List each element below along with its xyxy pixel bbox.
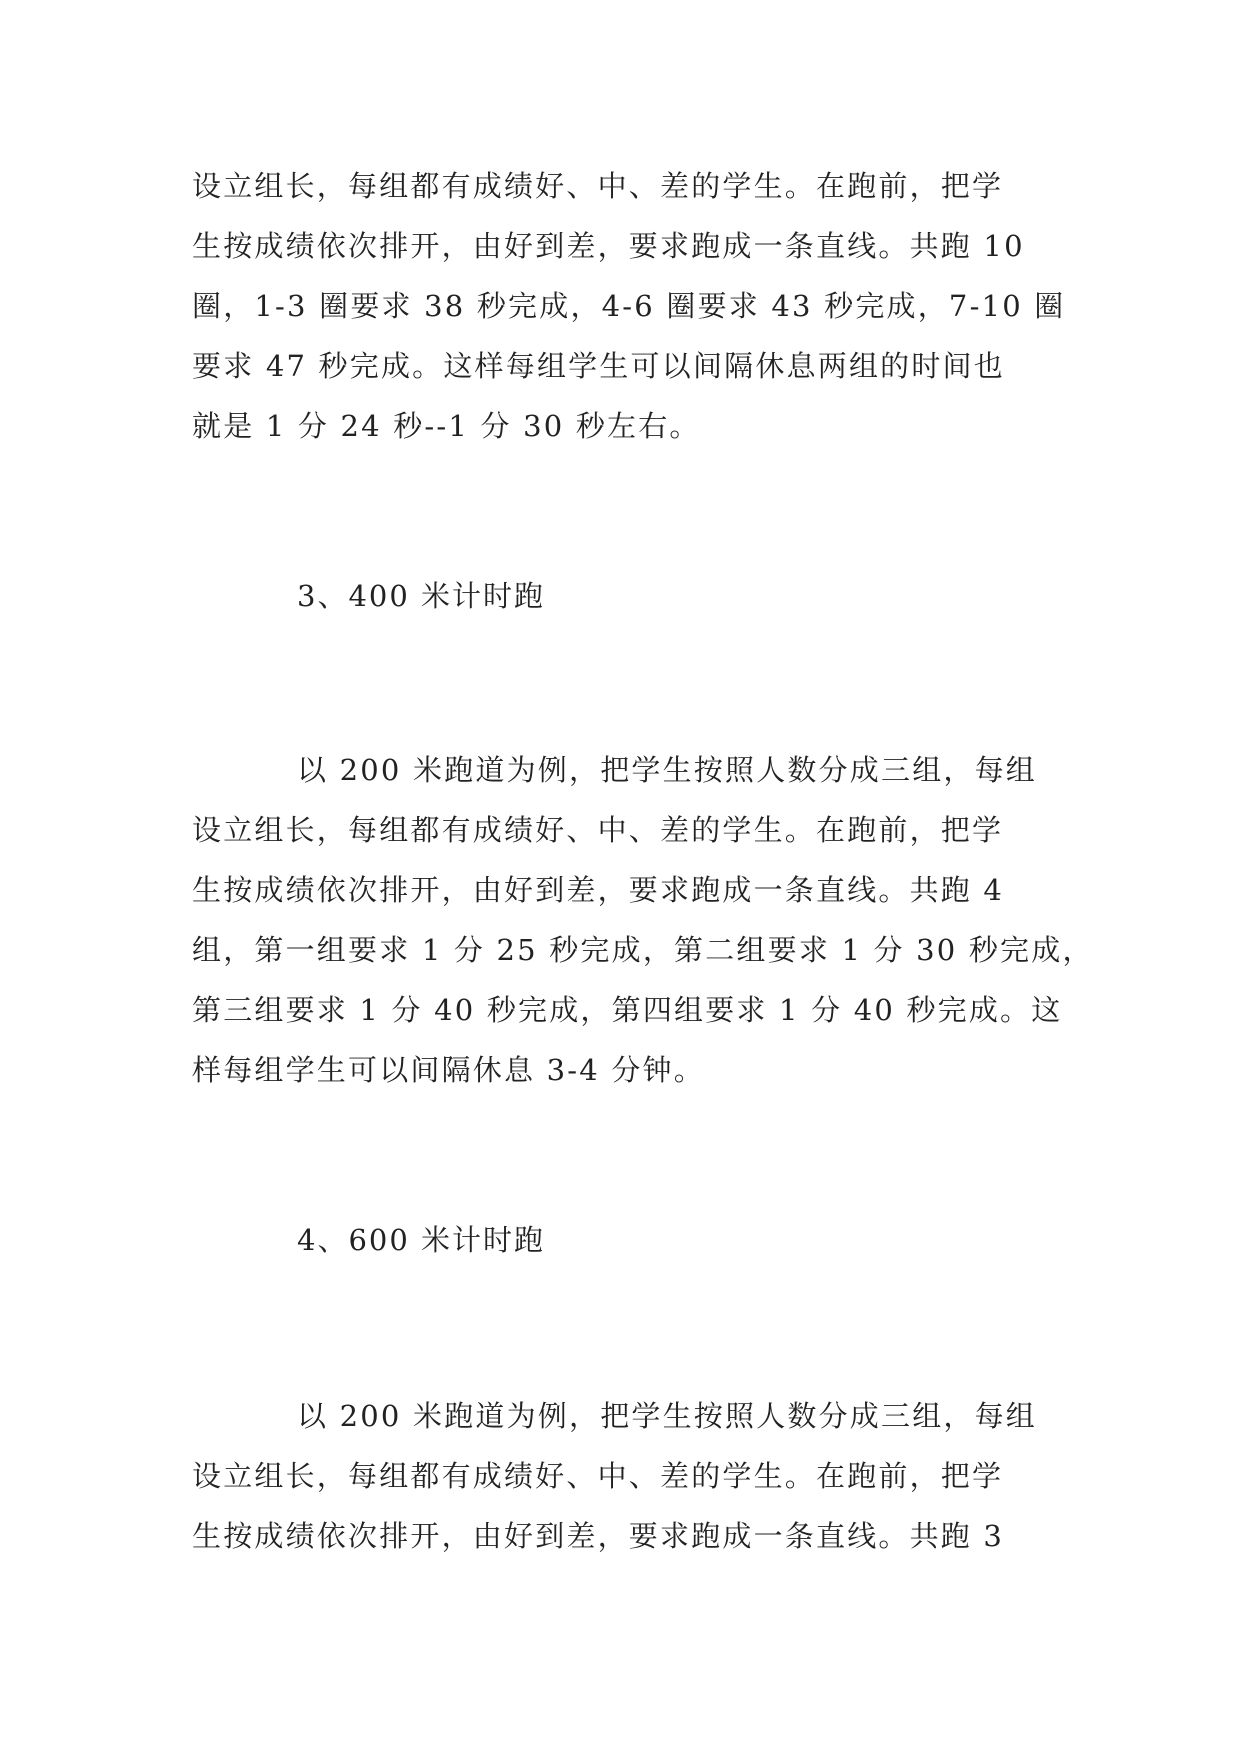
text-line: 就是 1 分 24 秒--1 分 30 秒左右。 bbox=[192, 409, 701, 443]
text-line: 要求 47 秒完成。这样每组学生可以间隔休息两组的时间也 bbox=[192, 349, 1005, 383]
text-line: 以 200 米跑道为例，把学生按照人数分成三组，每组 bbox=[297, 1399, 1037, 1433]
text-line: 设立组长，每组都有成绩好、中、差的学生。在跑前，把学 bbox=[192, 813, 1004, 847]
section-heading-600m: 4、600 米计时跑 bbox=[297, 1223, 546, 1257]
paragraph-600m bbox=[192, 1386, 1052, 1566]
text-line: 组，第一组要求 1 分 25 秒完成，第二组要求 1 分 30 秒完成， bbox=[192, 933, 1094, 967]
text-line: 样每组学生可以间隔休息 3-4 分钟。 bbox=[192, 1053, 705, 1087]
text-line: 生按成绩依次排开，由好到差，要求跑成一条直线。共跑 10 bbox=[192, 229, 1025, 263]
section-heading-400m: 3、400 米计时跑 bbox=[297, 579, 546, 613]
text-line: 以 200 米跑道为例，把学生按照人数分成三组，每组 bbox=[297, 753, 1037, 787]
text-line: 圈，1-3 圈要求 38 秒完成，4-6 圈要求 43 秒完成，7-10 圈 bbox=[192, 289, 1066, 323]
text-line: 设立组长，每组都有成绩好、中、差的学生。在跑前，把学 bbox=[192, 1459, 1004, 1493]
paragraph-400m bbox=[192, 740, 1094, 1100]
text-line: 生按成绩依次排开，由好到差，要求跑成一条直线。共跑 3 bbox=[192, 1519, 1005, 1553]
paragraph-intro-continued bbox=[192, 156, 1066, 456]
text-line: 设立组长，每组都有成绩好、中、差的学生。在跑前，把学 bbox=[192, 169, 1004, 203]
text-line: 生按成绩依次排开，由好到差，要求跑成一条直线。共跑 4 bbox=[192, 873, 1005, 907]
text-line: 第三组要求 1 分 40 秒完成，第四组要求 1 分 40 秒完成。这 bbox=[192, 993, 1063, 1027]
